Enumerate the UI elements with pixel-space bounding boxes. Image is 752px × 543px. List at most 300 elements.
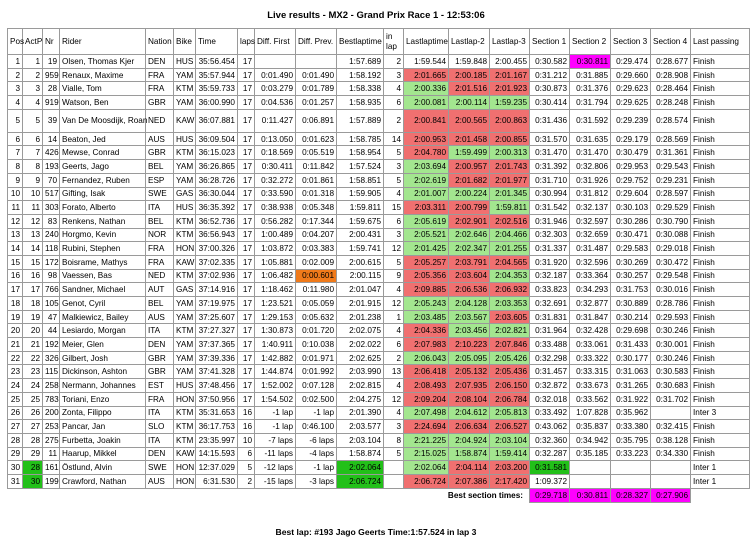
cell-number: 192 xyxy=(43,338,60,352)
cell-section-2: 0:31.635 xyxy=(570,132,611,146)
cell-pos: 12 xyxy=(8,214,23,228)
table-row xyxy=(8,146,750,160)
cell-section-3: 0:30.103 xyxy=(611,201,651,215)
cell-time: 37:41.328 xyxy=(196,365,238,379)
cell-best-in-lap: 8 xyxy=(384,433,404,447)
cell-last-passing: Finish xyxy=(691,379,750,393)
cell-section-3: 0:29.623 xyxy=(611,82,651,96)
cell-section-2: 0:31.847 xyxy=(570,310,611,324)
cell-pos: 22 xyxy=(8,351,23,365)
header-bike[interactable]: Bike xyxy=(174,29,196,55)
page-title: Live results - MX2 - Grand Prix Race 1 - 12:53:06 xyxy=(267,10,485,21)
cell-actual-pos: 21 xyxy=(23,338,43,352)
cell-section-2: 0:31.794 xyxy=(570,96,611,110)
cell-best-lap-time: 1:58.954 xyxy=(337,146,384,160)
cell-section-4: 0:30.583 xyxy=(651,365,691,379)
cell-diff-prev: 0:05.632 xyxy=(296,310,337,324)
cell-best-lap-time: 2:01.915 xyxy=(337,297,384,311)
cell-best-in-lap: 2 xyxy=(384,55,404,69)
cell-last-lap-3: 2:06.150 xyxy=(490,379,530,393)
cell-bike: KTM xyxy=(174,146,196,160)
cell-pos: 27 xyxy=(8,420,23,434)
cell-section-1: 0:31.946 xyxy=(530,214,570,228)
cell-number: 98 xyxy=(43,269,60,283)
cell-nation: DEN xyxy=(146,447,174,461)
cell-section-3: 0:29.752 xyxy=(611,173,651,187)
cell-diff-prev: -4 laps xyxy=(296,447,337,461)
header-laps[interactable]: laps xyxy=(238,29,255,55)
cell-best-in-lap: 4 xyxy=(384,82,404,96)
cell-best-in-lap: 5 xyxy=(384,146,404,160)
cell-diff-first: 0:13.050 xyxy=(255,132,296,146)
cell-section-2: 0:32.659 xyxy=(570,228,611,242)
cell-number: 44 xyxy=(43,324,60,338)
cell-last-lap-3: 2:02.821 xyxy=(490,324,530,338)
header-last-passing[interactable]: Last passing xyxy=(691,29,750,55)
cell-diff-first: 1:06.482 xyxy=(255,269,296,283)
cell-nation: BEL xyxy=(146,297,174,311)
cell-laps: 17 xyxy=(238,55,255,69)
cell-section-2: 0:32.597 xyxy=(570,214,611,228)
cell-diff-first: 1:42.882 xyxy=(255,351,296,365)
cell-diff-prev: 0:11.980 xyxy=(296,283,337,297)
cell-diff-prev: 0:01.490 xyxy=(296,68,337,82)
cell-number: 766 xyxy=(43,283,60,297)
cell-best-lap-time: 1:57.689 xyxy=(337,55,384,69)
table-row xyxy=(8,82,750,96)
cell-rider: Sandner, Michael xyxy=(60,283,146,297)
cell-best-in-lap: 3 xyxy=(384,160,404,174)
cell-last-passing: Finish xyxy=(691,82,750,96)
header-section-4[interactable]: Section 4 xyxy=(651,29,691,55)
cell-nation: AUS xyxy=(146,132,174,146)
cell-nation: FRA xyxy=(146,392,174,406)
cell-best-in-lap: 5 xyxy=(384,447,404,461)
cell-section-1: 0:33.823 xyxy=(530,283,570,297)
best-section-3: 0:28.327 xyxy=(611,488,651,502)
cell-actual-pos: 11 xyxy=(23,201,43,215)
cell-section-2: 0:35.837 xyxy=(570,420,611,434)
cell-section-2: 0:32.806 xyxy=(570,160,611,174)
cell-laps: 17 xyxy=(238,201,255,215)
cell-section-1: 0:32.691 xyxy=(530,297,570,311)
cell-best-lap-time: 2:01.047 xyxy=(337,283,384,297)
cell-best-lap-time: 2:03.577 xyxy=(337,420,384,434)
cell-pos: 4 xyxy=(8,96,23,110)
cell-time: 37:19.975 xyxy=(196,297,238,311)
best-lap-summary: Best lap: #193 Jago Geerts Time:1:57.524 in lap 3 xyxy=(275,527,477,537)
cell-section-4: 0:30.246 xyxy=(651,324,691,338)
cell-last-lap-2: 2:04.612 xyxy=(449,406,490,420)
cell-best-in-lap: 5 xyxy=(384,255,404,269)
cell-section-1: 0:31.542 xyxy=(530,201,570,215)
cell-best-in-lap: 12 xyxy=(384,297,404,311)
cell-time: 36:56.943 xyxy=(196,228,238,242)
cell-last-passing: Finish xyxy=(691,242,750,256)
cell-section-1: 0:30.994 xyxy=(530,187,570,201)
cell-laps: 17 xyxy=(238,297,255,311)
cell-nation: FRA xyxy=(146,242,174,256)
cell-best-lap-time: 2:00.431 xyxy=(337,228,384,242)
cell-last-lap-time: 2:24.694 xyxy=(404,420,449,434)
cell-last-lap-3: 2:05.426 xyxy=(490,351,530,365)
cell-number: 28 xyxy=(43,82,60,96)
cell-last-lap-2: 2:07.386 xyxy=(449,474,490,488)
cell-section-3: 0:31.433 xyxy=(611,338,651,352)
cell-section-3: 0:29.239 xyxy=(611,109,651,132)
cell-actual-pos: 5 xyxy=(23,109,43,132)
cell-diff-first: -15 laps xyxy=(255,474,296,488)
cell-section-1: 0:43.062 xyxy=(530,420,570,434)
cell-last-lap-time: 2:04.336 xyxy=(404,324,449,338)
cell-diff-first: 0:33.590 xyxy=(255,187,296,201)
cell-section-3: 0:35.795 xyxy=(611,433,651,447)
cell-last-passing: Finish xyxy=(691,392,750,406)
cell-last-lap-3: 2:07.846 xyxy=(490,338,530,352)
cell-laps: 17 xyxy=(238,255,255,269)
cell-last-lap-3: 2:00.455 xyxy=(490,55,530,69)
cell-rider: Watson, Ben xyxy=(60,96,146,110)
cell-best-lap-time: 1:58.874 xyxy=(337,447,384,461)
cell-pos: 3 xyxy=(8,82,23,96)
header-last-lap-2[interactable]: Lastlap-2 xyxy=(449,29,490,55)
cell-diff-first: 0:18.569 xyxy=(255,146,296,160)
cell-section-3: 0:29.625 xyxy=(611,96,651,110)
cell-pos: 20 xyxy=(8,324,23,338)
cell-diff-first: -12 laps xyxy=(255,461,296,475)
cell-diff-prev: 0:04.207 xyxy=(296,228,337,242)
cell-section-4: 0:28.677 xyxy=(651,55,691,69)
cell-diff-prev: 0:01.318 xyxy=(296,187,337,201)
header-actual-pos[interactable]: ActP xyxy=(23,29,43,55)
cell-last-lap-2: 1:58.874 xyxy=(449,447,490,461)
cell-last-lap-2: 2:06.536 xyxy=(449,283,490,297)
cell-diff-first: 1:52.002 xyxy=(255,379,296,393)
cell-section-1: 0:32.287 xyxy=(530,447,570,461)
cell-best-lap-time: 2:01.390 xyxy=(337,406,384,420)
cell-rider: Renaux, Maxime xyxy=(60,68,146,82)
cell-section-3: 0:35.962 xyxy=(611,406,651,420)
cell-section-1: 0:32.187 xyxy=(530,269,570,283)
cell-last-lap-2: 2:04.114 xyxy=(449,461,490,475)
header-section-2[interactable]: Section 2 xyxy=(570,29,611,55)
cell-laps: 17 xyxy=(238,68,255,82)
cell-last-passing: Finish xyxy=(691,96,750,110)
cell-best-in-lap: 14 xyxy=(384,132,404,146)
cell-section-4: 0:28.786 xyxy=(651,297,691,311)
cell-section-4: 0:30.790 xyxy=(651,214,691,228)
cell-last-lap-3: 2:03.200 xyxy=(490,461,530,475)
table-row xyxy=(8,269,750,283)
header-section-3[interactable]: Section 3 xyxy=(611,29,651,55)
cell-rider: Vialle, Tom xyxy=(60,82,146,96)
cell-diff-first: 1:03.872 xyxy=(255,242,296,256)
cell-time: 36:09.504 xyxy=(196,132,238,146)
cell-section-3: 0:30.257 xyxy=(611,269,651,283)
cell-diff-prev: 0:05.059 xyxy=(296,297,337,311)
cell-diff-first: 0:01.490 xyxy=(255,68,296,82)
cell-rider: Meier, Glen xyxy=(60,338,146,352)
cell-last-lap-3: 2:03.353 xyxy=(490,297,530,311)
cell-last-passing: Finish xyxy=(691,187,750,201)
header-last-lap-3[interactable]: Lastlap-3 xyxy=(490,29,530,55)
best-section-row xyxy=(8,488,750,502)
cell-rider: Renkens, Nathan xyxy=(60,214,146,228)
cell-last-lap-3: 2:01.345 xyxy=(490,187,530,201)
cell-nation: ESP xyxy=(146,173,174,187)
cell-rider: Beaton, Jed xyxy=(60,132,146,146)
cell-section-3: 0:33.223 xyxy=(611,447,651,461)
cell-number: 11 xyxy=(43,447,60,461)
cell-last-lap-3: 2:05.813 xyxy=(490,406,530,420)
table-row xyxy=(8,420,750,434)
cell-section-2: 0:33.315 xyxy=(570,365,611,379)
cell-bike: KTM xyxy=(174,406,196,420)
header-section-1[interactable]: Section 1 xyxy=(530,29,570,55)
cell-diff-first: 1:30.873 xyxy=(255,324,296,338)
cell-pos: 25 xyxy=(8,392,23,406)
cell-section-4: 0:28.597 xyxy=(651,187,691,201)
cell-nation: DEN xyxy=(146,338,174,352)
cell-last-lap-time: 2:06.418 xyxy=(404,365,449,379)
cell-nation: FRA xyxy=(146,68,174,82)
cell-laps: 17 xyxy=(238,365,255,379)
cell-pos: 11 xyxy=(8,201,23,215)
cell-rider: Dickinson, Ashton xyxy=(60,365,146,379)
cell-last-passing: Finish xyxy=(691,68,750,82)
cell-pos: 15 xyxy=(8,255,23,269)
cell-nation: ITA xyxy=(146,324,174,338)
cell-nation: FRA xyxy=(146,82,174,96)
cell-section-2: 0:32.428 xyxy=(570,324,611,338)
cell-last-lap-3: 2:04.466 xyxy=(490,228,530,242)
cell-diff-first: 1:00.489 xyxy=(255,228,296,242)
cell-number: 303 xyxy=(43,201,60,215)
cell-time: 36:17.753 xyxy=(196,420,238,434)
cell-time: 23:35.997 xyxy=(196,433,238,447)
cell-number: 70 xyxy=(43,173,60,187)
cell-diff-first: 0:38.938 xyxy=(255,201,296,215)
cell-number: 326 xyxy=(43,351,60,365)
cell-last-lap-3: 2:01.743 xyxy=(490,160,530,174)
cell-nation: SWE xyxy=(146,461,174,475)
header-pos[interactable]: Pos xyxy=(8,29,23,55)
cell-time: 35:56.454 xyxy=(196,55,238,69)
cell-number: 83 xyxy=(43,214,60,228)
cell-section-1: 0:31.457 xyxy=(530,365,570,379)
cell-diff-prev: 0:00.601 xyxy=(296,269,337,283)
cell-last-lap-3: 2:06.784 xyxy=(490,392,530,406)
cell-actual-pos: 3 xyxy=(23,82,43,96)
cell-bike: KTM xyxy=(174,82,196,96)
cell-last-passing: Finish xyxy=(691,109,750,132)
cell-best-in-lap: 6 xyxy=(384,96,404,110)
cell-last-passing: Finish xyxy=(691,338,750,352)
cell-section-3: 0:30.177 xyxy=(611,351,651,365)
cell-diff-first: 0:32.272 xyxy=(255,173,296,187)
cell-actual-pos: 18 xyxy=(23,297,43,311)
cell-time: 37:50.956 xyxy=(196,392,238,406)
header-nation[interactable]: Nation xyxy=(146,29,174,55)
cell-actual-pos: 1 xyxy=(23,55,43,69)
cell-section-4: 0:38.128 xyxy=(651,433,691,447)
cell-time: 37:02.335 xyxy=(196,255,238,269)
cell-best-in-lap: 3 xyxy=(384,420,404,434)
table-row xyxy=(8,242,750,256)
cell-section-1: 0:33.492 xyxy=(530,406,570,420)
cell-nation: NOR xyxy=(146,228,174,242)
cell-section-4: 0:30.001 xyxy=(651,338,691,352)
cell-section-1: 0:32.298 xyxy=(530,351,570,365)
cell-nation: AUT xyxy=(146,283,174,297)
cell-best-lap-time: 2:04.275 xyxy=(337,392,384,406)
cell-time: 36:07.881 xyxy=(196,109,238,132)
best-section-spacer xyxy=(691,488,750,502)
cell-last-lap-time: 2:04.780 xyxy=(404,146,449,160)
cell-last-passing: Finish xyxy=(691,283,750,297)
cell-diff-prev: 0:05.348 xyxy=(296,201,337,215)
cell-last-passing: Finish xyxy=(691,160,750,174)
cell-last-passing: Finish xyxy=(691,55,750,69)
cell-last-lap-time: 2:08.493 xyxy=(404,379,449,393)
cell-time: 36:00.990 xyxy=(196,96,238,110)
cell-nation: AUS xyxy=(146,310,174,324)
cell-nation: FRA xyxy=(146,255,174,269)
cell-diff-first: 0:03.279 xyxy=(255,82,296,96)
cell-section-2: 0:32.137 xyxy=(570,201,611,215)
header-rider[interactable]: Rider xyxy=(60,29,146,55)
header-number[interactable]: Nr xyxy=(43,29,60,55)
header-diff-first[interactable]: Diff. First xyxy=(255,29,296,55)
cell-last-lap-time: 2:07.983 xyxy=(404,338,449,352)
cell-rider: Toriani, Enzo xyxy=(60,392,146,406)
cell-nation: AUS xyxy=(146,474,174,488)
cell-time: 37:27.327 xyxy=(196,324,238,338)
cell-best-lap-time: 1:58.935 xyxy=(337,96,384,110)
cell-number: 517 xyxy=(43,187,60,201)
header-best-in-lap[interactable]: in lap xyxy=(384,29,404,55)
cell-last-lap-2: 2:01.682 xyxy=(449,173,490,187)
cell-section-3: 0:29.953 xyxy=(611,160,651,174)
cell-actual-pos: 6 xyxy=(23,132,43,146)
cell-pos: 5 xyxy=(8,109,23,132)
cell-actual-pos: 17 xyxy=(23,283,43,297)
cell-best-lap-time: 2:01.238 xyxy=(337,310,384,324)
table-row xyxy=(8,109,750,132)
cell-last-lap-3: 2:03.104 xyxy=(490,433,530,447)
cell-best-in-lap: 3 xyxy=(384,228,404,242)
cell-section-4 xyxy=(651,474,691,488)
cell-rider: Rubini, Stephen xyxy=(60,242,146,256)
header-diff-prev[interactable]: Diff. Prev. xyxy=(296,29,337,55)
cell-pos: 14 xyxy=(8,242,23,256)
cell-section-3: 0:29.179 xyxy=(611,132,651,146)
cell-section-2: 0:33.673 xyxy=(570,379,611,393)
cell-pos: 13 xyxy=(8,228,23,242)
cell-section-1: 0:32.303 xyxy=(530,228,570,242)
cell-section-4: 0:31.702 xyxy=(651,392,691,406)
cell-last-lap-2: 2:02.347 xyxy=(449,242,490,256)
cell-last-lap-time: 2:05.356 xyxy=(404,269,449,283)
cell-last-lap-time: 2:05.619 xyxy=(404,214,449,228)
cell-last-lap-2: 2:10.223 xyxy=(449,338,490,352)
cell-bike: HUS xyxy=(174,55,196,69)
cell-best-lap-time: 2:02.022 xyxy=(337,338,384,352)
cell-last-passing: Finish xyxy=(691,324,750,338)
cell-diff-first: 1:18.462 xyxy=(255,283,296,297)
cell-last-lap-3: 2:04.353 xyxy=(490,269,530,283)
cell-time: 6:31.530 xyxy=(196,474,238,488)
cell-pos: 1 xyxy=(8,55,23,69)
cell-last-lap-2: 2:00.565 xyxy=(449,109,490,132)
cell-last-lap-time: 2:00.841 xyxy=(404,109,449,132)
cell-section-4 xyxy=(651,406,691,420)
cell-section-4: 0:28.574 xyxy=(651,109,691,132)
header-time[interactable]: Time xyxy=(196,29,238,55)
cell-best-in-lap: 6 xyxy=(384,338,404,352)
cell-section-4: 0:29.018 xyxy=(651,242,691,256)
cell-section-2: 0:32.877 xyxy=(570,297,611,311)
cell-last-lap-time: 2:05.257 xyxy=(404,255,449,269)
cell-section-1: 1:09.372 xyxy=(530,474,570,488)
cell-diff-first: 1:54.502 xyxy=(255,392,296,406)
cell-section-1: 0:33.488 xyxy=(530,338,570,352)
cell-actual-pos: 25 xyxy=(23,392,43,406)
cell-nation: GBR xyxy=(146,365,174,379)
header-best-lap-time[interactable]: Bestlaptime xyxy=(337,29,384,55)
header-last-lap-time[interactable]: Lastlaptime xyxy=(404,29,449,55)
cell-bike: KTM xyxy=(174,214,196,228)
cell-actual-pos: 30 xyxy=(23,474,43,488)
table-row xyxy=(8,310,750,324)
cell-last-lap-time: 2:02.619 xyxy=(404,173,449,187)
cell-last-lap-time: 2:06.724 xyxy=(404,474,449,488)
cell-last-lap-time: 2:01.665 xyxy=(404,68,449,82)
cell-last-passing: Finish xyxy=(691,201,750,215)
cell-pos: 19 xyxy=(8,310,23,324)
best-section-label: Best section times: xyxy=(447,490,523,500)
cell-diff-prev: -1 lap xyxy=(296,461,337,475)
cell-diff-prev: 0:05.519 xyxy=(296,146,337,160)
cell-pos: 17 xyxy=(8,283,23,297)
cell-number: 258 xyxy=(43,379,60,393)
cell-laps: 17 xyxy=(238,146,255,160)
cell-diff-first: 0:11.427 xyxy=(255,109,296,132)
cell-laps: 17 xyxy=(238,173,255,187)
cell-rider: Haarup, Mikkel xyxy=(60,447,146,461)
cell-diff-prev: -6 laps xyxy=(296,433,337,447)
cell-last-lap-3: 2:04.565 xyxy=(490,255,530,269)
best-section-1: 0:29.718 xyxy=(530,488,570,502)
cell-time: 37:39.336 xyxy=(196,351,238,365)
cell-section-2: 0:32.596 xyxy=(570,255,611,269)
cell-last-lap-2: 2:01.458 xyxy=(449,132,490,146)
cell-best-in-lap: 3 xyxy=(384,68,404,82)
cell-number: 426 xyxy=(43,146,60,160)
cell-last-passing: Finish xyxy=(691,269,750,283)
cell-last-lap-2: 2:03.604 xyxy=(449,269,490,283)
cell-diff-prev: -3 laps xyxy=(296,474,337,488)
cell-bike: YAM xyxy=(174,310,196,324)
cell-bike: KTM xyxy=(174,228,196,242)
cell-section-3: 0:30.471 xyxy=(611,228,651,242)
cell-section-4: 0:32.415 xyxy=(651,420,691,434)
cell-last-passing: Finish xyxy=(691,351,750,365)
cell-section-1: 0:31.212 xyxy=(530,68,570,82)
cell-bike: HON xyxy=(174,242,196,256)
cell-nation: BEL xyxy=(146,214,174,228)
cell-pos: 18 xyxy=(8,297,23,311)
